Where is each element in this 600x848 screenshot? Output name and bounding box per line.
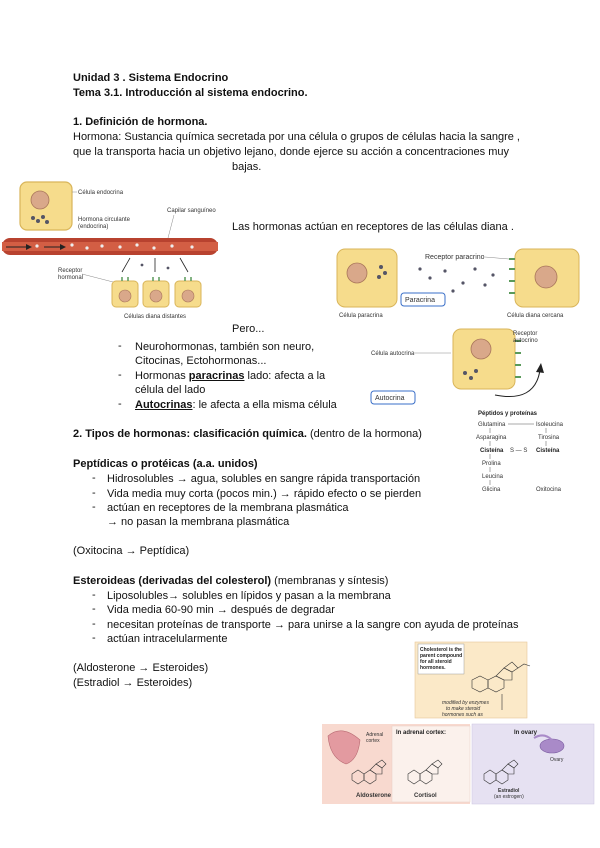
peptide-bullet-1: Hidrosolubles → agua, solubles en sangre rápida transportación xyxy=(107,473,421,485)
endocrine-diagram xyxy=(2,180,224,320)
steroid-hormones-diagram xyxy=(322,640,597,805)
chol-title-3: for all steroid xyxy=(420,659,452,665)
pero-text: Pero... xyxy=(232,323,265,335)
oxytocin-example: (Oxitocina → Peptídica) xyxy=(73,545,190,557)
adrenal-label-1: Adrenal xyxy=(366,732,384,738)
paracrine-tag: Paracrina xyxy=(405,297,435,304)
bullet-paracrine: Hormonas paracrinas lado: afecta a la xyxy=(135,370,326,382)
peptide-bullet-3: actúan en receptores de la membrana plasmática xyxy=(107,502,349,514)
bullet-paracrine-2: célula del lado xyxy=(135,384,206,396)
receptor-label-2: hormonal xyxy=(58,275,84,281)
ovary-label: Ovary xyxy=(550,757,564,763)
peptide-bullet-2: Vida media muy corta (pocos min.) → rápido efecto o se pierden xyxy=(107,488,422,500)
chol-title-2: parent compound xyxy=(420,653,463,659)
aa-tyrosine: Tirosina xyxy=(538,435,560,441)
modified-1: modified by enzymes xyxy=(442,700,489,706)
modified-2: to make steroid xyxy=(446,706,481,712)
cortisol-label: Cortisol xyxy=(414,793,437,799)
autocrine-receptor-label: Receptor xyxy=(513,331,538,337)
paracrine-cell-label: Célula paracrina xyxy=(339,313,383,319)
target-neighbor-label: Célula diana cercana xyxy=(507,313,564,319)
steroid-heading: Esteroideas (derivadas del colesterol) (membranas y síntesis) xyxy=(73,575,389,587)
autocrine-tag: Autocrina xyxy=(375,395,405,402)
aa-leucine: Leucina xyxy=(482,474,504,480)
hormone-label: Hormona circulante xyxy=(78,217,131,223)
section-2-heading: 2. Tipos de hormonas: clasificación química. (dentro de la hormona) xyxy=(73,428,422,440)
peptides-title: Péptidos y proteínas xyxy=(478,411,538,417)
aa-glutamine: Glutamina xyxy=(478,422,506,428)
modified-3: hormones such as xyxy=(442,712,483,718)
steroid-bullet-1: Liposolubles→ solubles en lípidos y pasan a la membrana xyxy=(107,590,391,602)
capillary-label: Capilar sanguíneo xyxy=(167,208,216,214)
peptide-heading: Peptídicas o protéicas (a.a. unidos) xyxy=(73,458,258,470)
unit-title: Unidad 3 . Sistema Endocrino xyxy=(73,72,229,84)
paracrine-receptor-label: Receptor paracrino xyxy=(425,254,485,261)
estrogen-label: (an estrogen) xyxy=(494,794,524,800)
estradiol-label: Estradiol xyxy=(498,788,520,794)
steroid-bullet-4: actúan intracelularmente xyxy=(107,633,228,645)
target-cells-label: Células diana distantes xyxy=(124,314,187,320)
oxytocin-diagram xyxy=(470,407,595,499)
steroid-bullet-3: necesitan proteínas de transporte → para unirse a la sangre con ayuda de proteínas xyxy=(107,619,519,631)
bullet-neurohormones-1: Neurohormonas, también son neuro, xyxy=(135,341,315,353)
aa-proline: Prolina xyxy=(482,461,501,467)
aa-cysteine-2: Cisteína xyxy=(536,448,560,454)
aa-isoleucine: Isoleucina xyxy=(536,422,564,428)
oxytocin-label: Oxitocina xyxy=(536,487,562,493)
paracrine-autocrine-diagram xyxy=(335,245,597,405)
adrenal-label-2: cortex xyxy=(366,738,380,744)
peptide-bullet-3b: → no pasan la membrana plasmática xyxy=(107,516,290,528)
aa-cysteine-1: Cisteína xyxy=(480,448,504,454)
autocrine-cell-label: Célula autocrina xyxy=(371,351,415,357)
steroid-bullet-2: Vida media 60-90 min → después de degradar xyxy=(107,604,335,616)
receptor-label: Receptor xyxy=(58,268,83,274)
chol-title-4: hormones. xyxy=(420,665,446,671)
disulfide-bond: S — S xyxy=(510,448,528,454)
bullet-autocrine: Autocrinas: le afecta a ella misma célula xyxy=(135,399,337,411)
section-1-heading: 1. Definición de hormona. xyxy=(73,116,208,128)
aa-glycine: Glicina xyxy=(482,487,501,493)
endocrine-cell-label: Célula endocrina xyxy=(78,190,124,196)
in-ovary-label: In ovary xyxy=(514,730,538,736)
chol-title-1: Cholesterol is the xyxy=(420,647,462,653)
aldosterone-example: (Aldosterone → Esteroides) xyxy=(73,662,209,674)
aldosterone-label: Aldosterone xyxy=(356,793,392,799)
definition-line-2: que la transporta hacia un objetivo lejano, donde ejerce su acción a concentraciones muy xyxy=(73,146,509,158)
estradiol-example: (Estradiol → Esteroides) xyxy=(73,677,193,689)
definition-line-1: Hormona: Sustancia química secretada por una célula o grupos de células hacia la sangre , xyxy=(73,131,520,143)
hormone-label-2: (endocrina) xyxy=(78,224,109,230)
receptors-text: Las hormonas actúan en receptores de las células diana . xyxy=(232,221,514,233)
bullet-neurohormones-2: Citocinas, Ectohormonas... xyxy=(135,355,267,367)
in-adrenal-label: In adrenal cortex: xyxy=(396,730,447,736)
topic-title: Tema 3.1. Introducción al sistema endocrino. xyxy=(73,87,308,99)
autocrine-receptor-label-2: autocrino xyxy=(513,338,538,344)
aa-asparagine: Asparagina xyxy=(476,435,507,441)
definition-line-3: bajas. xyxy=(232,161,262,173)
